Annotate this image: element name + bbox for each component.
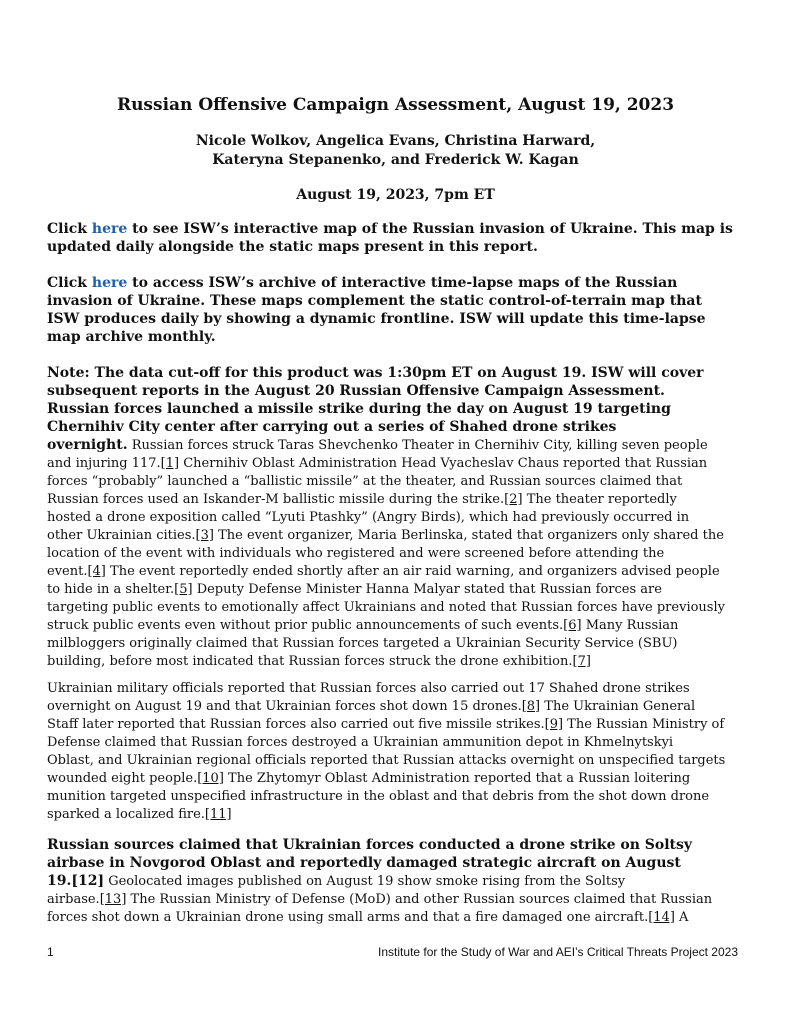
footnote-ref-1[interactable]: [1] — [160, 456, 180, 471]
footnote-ref-9[interactable]: [9] — [544, 717, 564, 732]
soltsy-paragraph: Russian sources claimed that Ukrainian forces conducted a drone strike on Soltsy airbase in Novgorod Oblast and reportedly damaged strategic aircraft on August 19.[12] Geolocated images published on August 19 show smoke rising from the Soltsy airbase.[13] The Russian Ministry of Defense (MoD) and other Russian sources claimed that Russian forces shot down a Ukrainian drone using small arms and that a fire damaged one aircraft.[14] A — [47, 837, 713, 925]
footnote-ref-8[interactable]: [8] — [521, 699, 541, 714]
authors-line-1: Nicole Wolkov, Angelica Evans, Christina Harward, — [195, 133, 596, 149]
footnote-ref-2[interactable]: [2] — [504, 492, 523, 507]
note-paragraph: Note: The data cut-off for this product was 1:30pm ET on August 19. ISW will cover subsequent reports in the August 20 Russian Offensive Campaign Assessment. Russian forces launched a missile strike during the day on August 19 targeting Chernihiv City center after carrying out a series of Shahed drone strikes overnight. Russian forces struck Taras Shevchenko Theater in Chernihiv City, killing seven people and injuring 117.[1] Chernihiv Oblast Administration Head Vyacheslav Chaus reported that Russian forces “probably” launched a “ballistic missile” at the theater, and Russian sources claimed that Russian forces used an Iskander-M ballistic missile during the strike.[2] The theater reportedly hosted a drone exposition called “Lyuti Ptashky” (Angry Birds), which had previously occurred in other Ukrainian cities.[3] The event organizer, Maria Berlinska, stated that organizers only shared the location of the event with individuals who registered and were screened before attending the event.[4] The event reportedly ended shortly after an air raid warning, and organizers advised people to hide in a shelter.[5] Deputy Defense Minister Hanna Malyar stated that Russian forces are targeting public events to emotionally affect Ukrainians and noted that Russian forces have previously struck public events even without prior public announcements of such events.[6] Many Russian milbloggers originally claimed that Russian forces targeted a Ukrainian Security Service (SBU) building, before most indicated that Russian forces struck the drone exhibition.[7] — [47, 365, 725, 669]
page-number: 1 — [47, 945, 54, 959]
footnote-ref-3[interactable]: [3] — [195, 528, 214, 543]
footnote-ref-5[interactable]: [5] — [174, 582, 193, 597]
footnote-ref-11[interactable]: [11] — [204, 807, 232, 822]
footnote-ref-12[interactable]: 19.[12] — [47, 873, 105, 889]
authors — [0, 132, 791, 170]
footnote-ref-10[interactable]: [10] — [197, 771, 224, 786]
footer-organization: Institute for the Study of War and AEI’s Critical Threats Project 2023 — [378, 945, 738, 959]
footnote-ref-4[interactable]: [4] — [87, 564, 106, 579]
footnote-ref-14[interactable]: [14] — [648, 910, 675, 925]
footnote-ref-13[interactable]: [13] — [99, 892, 127, 907]
intro-paragraph-1: Click here to see ISW’s interactive map of the Russian invasion of Ukraine. This map is updated daily alongside the static maps present in this report. — [47, 221, 733, 255]
footnote-ref-7[interactable]: [7] — [572, 654, 591, 669]
report-title: Russian Offensive Campaign Assessment, August 19, 2023 — [116, 95, 675, 115]
footnote-ref-6[interactable]: [6] — [563, 618, 582, 633]
time-lapse-archive-link[interactable]: here — [91, 275, 128, 291]
interactive-map-link[interactable]: here — [91, 221, 128, 237]
intro-paragraph-2: Click here to access ISW’s archive of interactive time-lapse maps of the Russian invasion of Ukraine. These maps complement the static control-of-terrain map that ISW produces daily by showing a dynamic frontline. ISW will update this time-lapse map archive monthly. — [47, 275, 706, 345]
report-date: August 19, 2023, 7pm ET — [296, 187, 495, 203]
strikes-paragraph: Ukrainian military officials reported that Russian forces also carried out 17 Shahed drone strikes overnight on August 19 and that Ukrainian forces shot down 15 drones.[8] The Ukrainian General Staff later reported that Russian forces also carried out five missile strikes.[9] The Russian Ministry of Defense claimed that Russian forces destroyed a Ukrainian ammunition depot in Khmelnytskyi Oblast, and Ukrainian regional officials reported that Russian attacks overnight on unspecified targets wounded eight people.[10] The Zhytomyr Oblast Administration reported that a Russian loitering munition targeted unspecified infrastructure in the oblast and that debris from the shot down drone sparked a localized fire.[11] — [47, 681, 726, 822]
authors-line-2: Kateryna Stepanenko, and Frederick W. Kagan — [212, 152, 579, 168]
